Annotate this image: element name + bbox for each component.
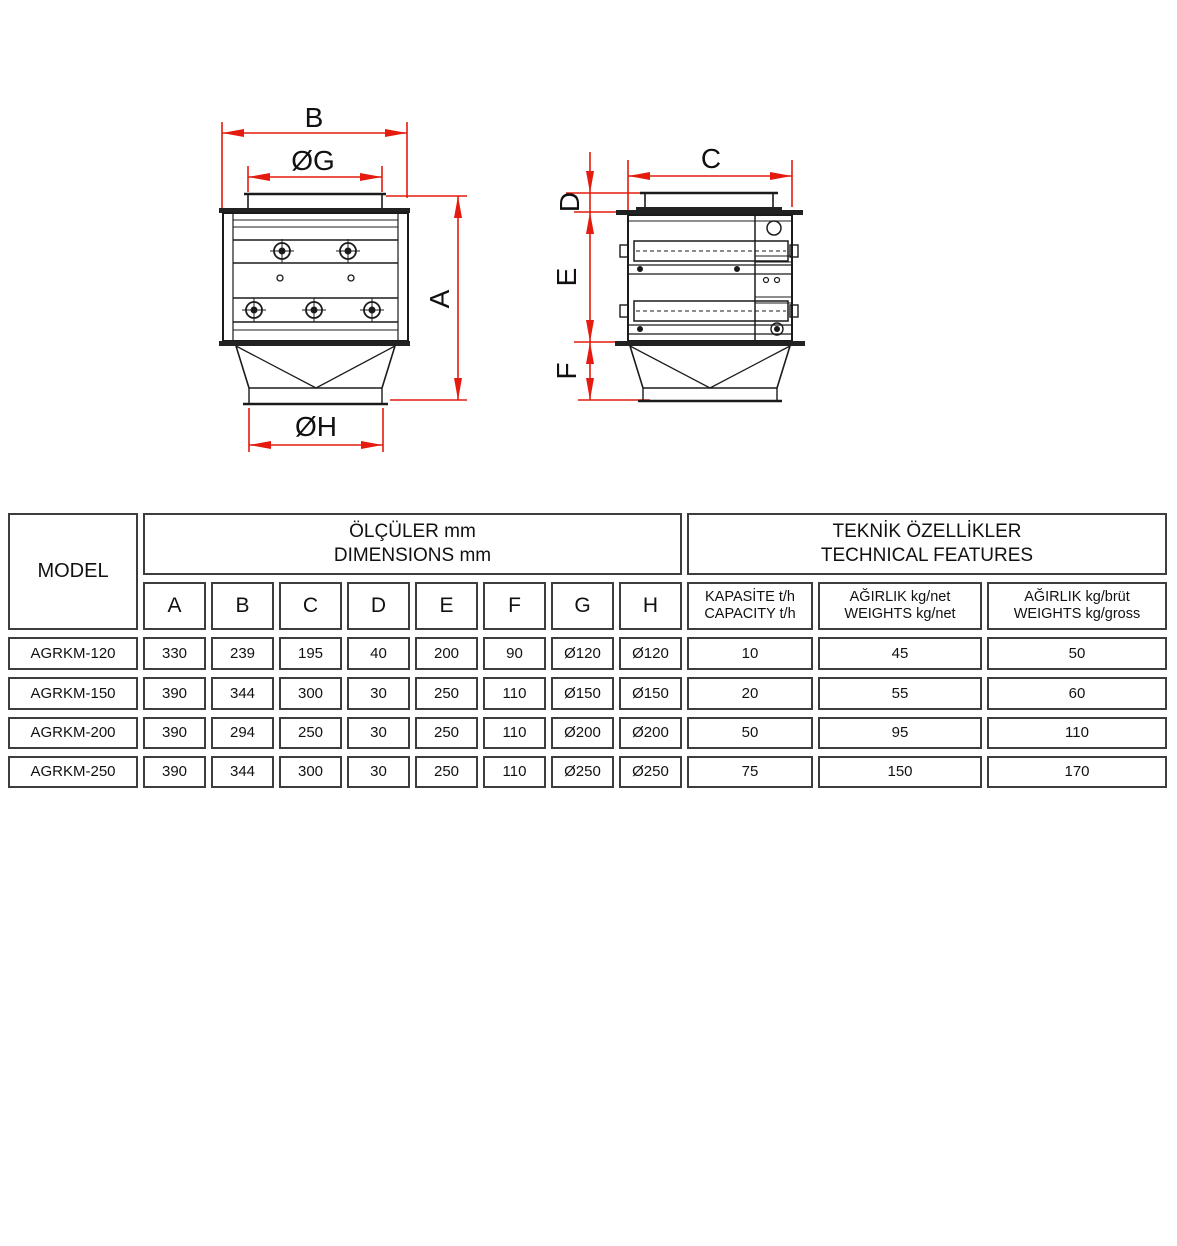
dim-value-cell: 110 — [483, 717, 546, 749]
dim-label-B: B — [304, 102, 324, 133]
model-cell: AGRKM-250 — [8, 756, 138, 788]
technical-group-line1: TEKNİK ÖZELLİKLER — [832, 521, 1022, 543]
model-cell: AGRKM-200 — [8, 717, 138, 749]
tech-value-cell: 45 — [818, 637, 982, 670]
dim-value-cell: 390 — [143, 677, 206, 710]
dim-value-cell: Ø200 — [551, 717, 614, 749]
tech-value-cell: 20 — [687, 677, 813, 710]
dim-label-D: D — [554, 191, 585, 213]
tech-value-cell: 50 — [987, 637, 1167, 670]
side-view-drawing — [551, 143, 805, 401]
dim-value-cell: Ø150 — [551, 677, 614, 710]
dim-value-cell: 390 — [143, 717, 206, 749]
dim-value-cell: Ø250 — [619, 756, 682, 788]
technical-group-header — [687, 513, 1167, 575]
tech-value-cell: 10 — [687, 637, 813, 670]
dim-value-cell: 40 — [347, 637, 410, 670]
dim-value-cell: 195 — [279, 637, 342, 670]
col-header-C: C — [279, 582, 342, 630]
tech-value-cell: 95 — [818, 717, 982, 749]
col-header-G: G — [551, 582, 614, 630]
col-header-D: D — [347, 582, 410, 630]
dim-value-cell: 110 — [483, 677, 546, 710]
col-header-F: F — [483, 582, 546, 630]
dim-value-cell: 330 — [143, 637, 206, 670]
tech-value-cell: 110 — [987, 717, 1167, 749]
dim-label-C: C — [700, 143, 722, 174]
col-header-A: A — [143, 582, 206, 630]
col-header-B: B — [211, 582, 274, 630]
tech-col-header-0-line2: CAPACITY t/h — [704, 606, 796, 622]
dim-value-cell: 30 — [347, 717, 410, 749]
dim-value-cell: 90 — [483, 637, 546, 670]
dim-value-cell: 30 — [347, 756, 410, 788]
model-cell: AGRKM-150 — [8, 677, 138, 710]
dim-value-cell: 300 — [279, 756, 342, 788]
model-header-label: MODEL — [37, 560, 109, 582]
dim-value-cell: 294 — [211, 717, 274, 749]
dim-value-cell: 239 — [211, 637, 274, 670]
tech-col-header-1-line1: AĞIRLIK kg/net — [849, 589, 951, 606]
dim-value-cell: 110 — [483, 756, 546, 788]
dim-value-cell: 344 — [211, 677, 274, 710]
technical-group-line2: TECHNICAL FEATURES — [820, 545, 1034, 566]
dim-value-cell: 390 — [143, 756, 206, 788]
tech-col-header-0-line1: KAPASİTE t/h — [705, 589, 795, 606]
dimensions-group-header — [143, 513, 682, 575]
dim-label-H: ØH — [295, 411, 337, 442]
tech-value-cell: 150 — [818, 756, 982, 788]
tech-value-cell: 75 — [687, 756, 813, 788]
front-view-drawing — [219, 102, 467, 452]
tech-col-header-2 — [987, 582, 1167, 630]
specification-table — [8, 513, 1167, 788]
tech-value-cell: 60 — [987, 677, 1167, 710]
tech-value-cell: 55 — [818, 677, 982, 710]
model-cell: AGRKM-120 — [8, 637, 138, 670]
tech-col-header-1-line2: WEIGHTS kg/net — [844, 606, 956, 622]
col-header-H: H — [619, 582, 682, 630]
dim-value-cell: 300 — [279, 677, 342, 710]
dim-value-cell: 30 — [347, 677, 410, 710]
dim-value-cell: Ø120 — [551, 637, 614, 670]
dim-value-cell: 250 — [415, 677, 478, 710]
tech-value-cell: 50 — [687, 717, 813, 749]
dim-label-F: F — [551, 362, 582, 380]
dim-value-cell: 200 — [415, 637, 478, 670]
dim-value-cell: Ø120 — [619, 637, 682, 670]
tech-col-header-1 — [818, 582, 982, 630]
dim-value-cell: Ø150 — [619, 677, 682, 710]
technical-drawing — [0, 0, 1177, 505]
dim-label-E: E — [551, 267, 582, 287]
dimensions-group-line2: DIMENSIONS mm — [333, 545, 492, 566]
tech-value-cell: 170 — [987, 756, 1167, 788]
dim-value-cell: 250 — [279, 717, 342, 749]
dim-value-cell: 344 — [211, 756, 274, 788]
dim-label-G: ØG — [291, 145, 335, 176]
dim-value-cell: 250 — [415, 717, 478, 749]
dim-value-cell: Ø250 — [551, 756, 614, 788]
dim-value-cell: 250 — [415, 756, 478, 788]
tech-col-header-2-line1: AĞIRLIK kg/brüt — [1024, 589, 1130, 606]
dimensions-group-line1: ÖLÇÜLER mm — [349, 521, 476, 543]
col-header-E: E — [415, 582, 478, 630]
tech-col-header-0 — [687, 582, 813, 630]
bolt-icons — [242, 239, 384, 322]
dim-label-A: A — [424, 289, 455, 309]
tech-col-header-2-line2: WEIGHTS kg/gross — [1013, 606, 1141, 622]
dim-value-cell: Ø200 — [619, 717, 682, 749]
model-header-cell — [8, 513, 138, 630]
